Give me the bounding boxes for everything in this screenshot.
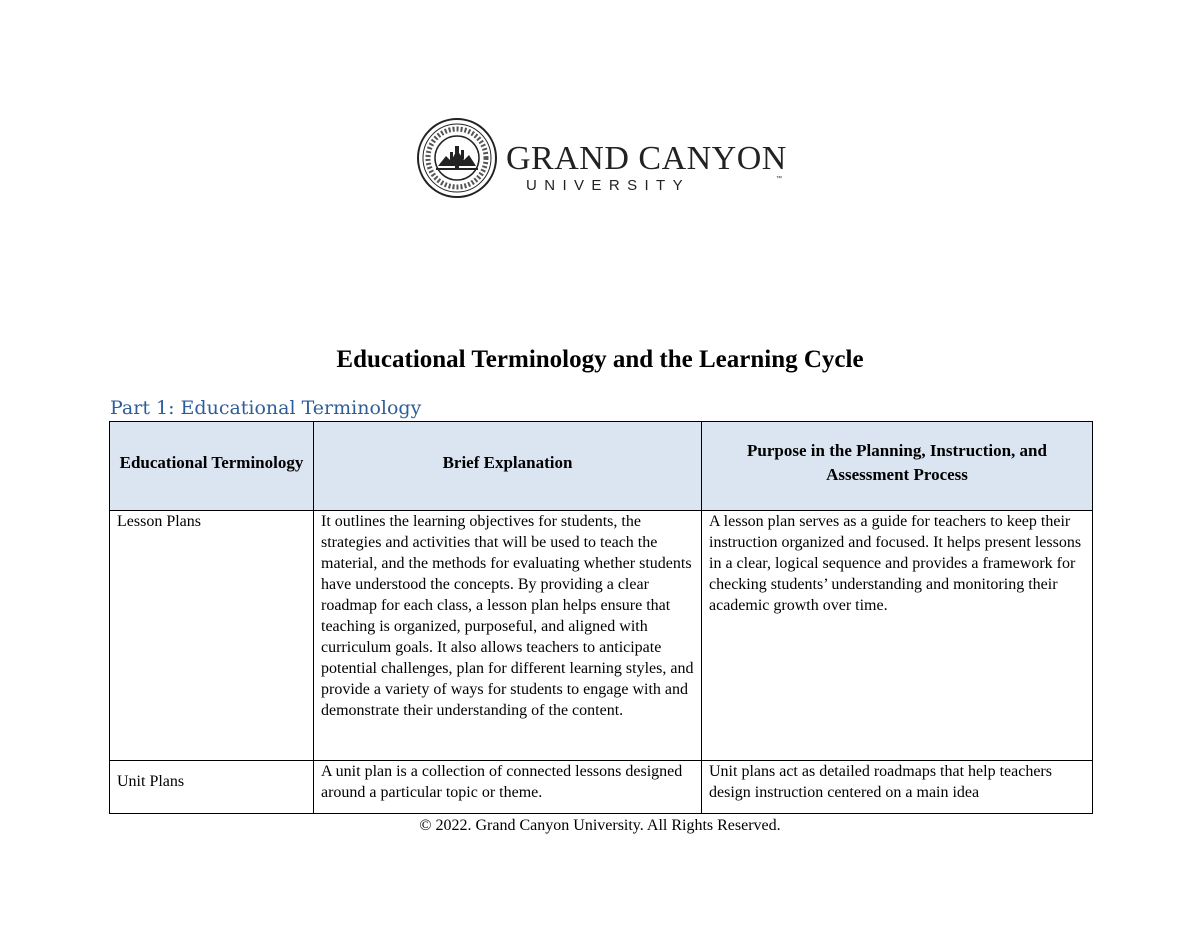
logo-trademark: ™ [776,176,782,182]
column-header: Purpose in the Planning, Instruction, and Assessment Process [702,422,1093,511]
copyright-footer: © 2022. Grand Canyon University. All Rights Reserved. [419,817,781,834]
explanation-cell: It outlines the learning objectives for students, the strategies and activities that will be used to teach the material, and the methods for evaluating whether students have understood the concepts. By providing a clear roadmap for each class, a lesson plan helps ensure that teaching is organized, purposeful, and aligned with curriculum goals. It also allows teachers to anticipate potential challenges, plan for different learning styles, and provide a variety of ways for students to engage with and demonstrate their understanding of the content. [314,511,702,761]
university-logo [416,116,786,202]
explanation-cell: A unit plan is a collection of connected lessons designed around a particular topic or theme. [314,761,702,814]
purpose-cell: Unit plans act as detailed roadmaps that help teachers design instruction centered on a main idea [702,761,1093,814]
logo-subtitle: UNIVERSITY [526,177,691,194]
university-seal-icon [416,116,502,202]
logo-wordmark: GRAND CANYON [506,140,787,177]
purpose-cell: A lesson plan serves as a guide for teachers to keep their instruction organized and focused. It helps present lessons in a clear, logical sequence and provides a framework for checking students’ understanding and monitoring their academic growth over time. [702,511,1093,761]
column-header: Brief Explanation [314,422,702,511]
term-cell: Unit Plans [110,761,314,814]
table-row [110,511,1093,761]
term-cell: Lesson Plans [110,511,314,761]
terminology-table [109,421,1093,814]
column-header: Educational Terminology [110,422,314,511]
table-row [110,761,1093,814]
section-heading: Part 1: Educational Terminology [110,397,422,419]
document-title: Educational Terminology and the Learning Cycle [336,346,864,373]
table-header-row [110,422,1093,511]
